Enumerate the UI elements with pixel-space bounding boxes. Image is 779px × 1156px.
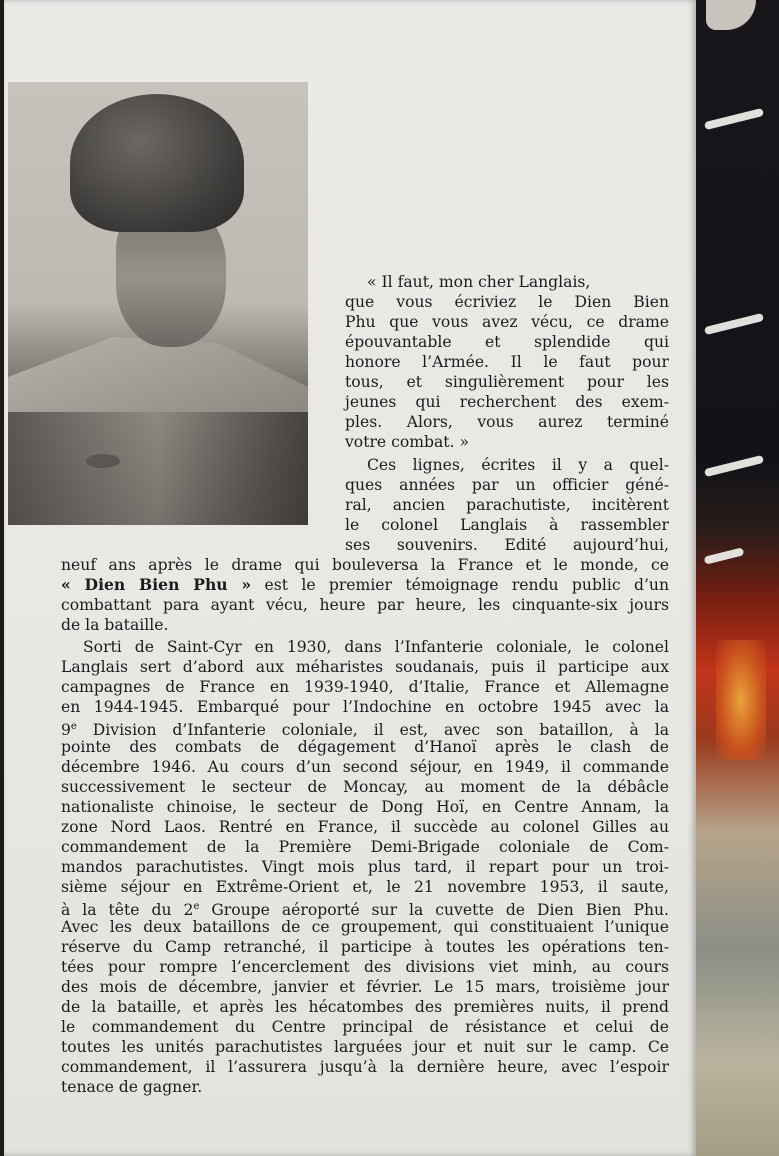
quote-line: épouvantable et splendide qui <box>345 333 669 351</box>
bio-line: réserve du Camp retranché, il participe à toutes les opérations ten- <box>61 938 669 956</box>
ordinal-suffix: e <box>193 901 200 912</box>
intro-line: ques années par un officier géné- <box>345 476 669 494</box>
quote-line: jeunes qui recherchent des exem- <box>345 393 669 411</box>
bio-text: Division d’Infanterie coloniale, il est, avec son bataillon, à la <box>76 721 669 740</box>
bio-line: toutes les unités parachutistes larguées jour et nuit sur le camp. Ce <box>61 1038 669 1056</box>
intro-line <box>61 575 669 596</box>
bio-text: 9 <box>61 721 71 740</box>
bio-line: décembre 1946. Au cours d’un second séjour, en 1949, il commande <box>61 758 669 776</box>
bio-line: tenace de gagner. <box>61 1078 203 1096</box>
bio-line: des mois de décembre, janvier et février. Le 15 mars, troisième jour <box>61 978 669 996</box>
spine-flame <box>716 640 766 760</box>
bio-line: le commandement du Centre principal de résistance et celui de <box>61 1018 669 1036</box>
quote-line: honore l’Armée. Il le faut pour <box>345 353 669 371</box>
quote-line: tous, et singulièrement pour les <box>345 373 669 391</box>
photo-shadow <box>8 412 308 525</box>
bio-line: tées pour rompre l’encerclement des divisions viet minh, au cours <box>61 958 669 976</box>
bio-text: Groupe aéroporté sur la cuvette de Dien Bien Phu. <box>199 901 669 920</box>
spine-mark <box>704 547 745 564</box>
intro-line: Ces lignes, écrites il y a quel- <box>367 456 669 474</box>
bio-line: sième séjour en Extrême-Orient et, le 21 novembre 1953, il saute, <box>61 878 669 896</box>
quote-line: ples. Alors, vous aurez terminé <box>345 413 669 431</box>
bio-line: successivement le secteur de Moncay, au moment de la débâcle <box>61 778 669 796</box>
photo-badge <box>86 454 120 468</box>
bio-line: de la bataille, et après les hécatombes des premières nuits, il prend <box>61 998 669 1016</box>
quote-line: Phu que vous avez vécu, ce drame <box>345 313 669 331</box>
intro-line: de la bataille. <box>61 616 169 634</box>
bio-line: zone Nord Laos. Rentré en France, il succède au colonel Gilles au <box>61 818 669 836</box>
intro-line: le colonel Langlais à rassembler <box>345 516 669 534</box>
spine-mark <box>704 313 764 335</box>
bio-line: Langlais sert d’abord aux méharistes soudanais, puis il participe aux <box>61 658 669 676</box>
bio-line: Avec les deux bataillons de ce groupement, qui constituaient l’unique <box>61 918 669 936</box>
bio-line: mandos parachutistes. Vingt mois plus tard, il repart pour un troi- <box>61 858 669 876</box>
quote-line: que vous écriviez le Dien Bien <box>345 293 669 311</box>
quote-line: votre combat. » <box>345 433 470 451</box>
bio-line: Sorti de Saint-Cyr en 1930, dans l’Infanterie coloniale, le colonel <box>83 638 669 656</box>
intro-text: est le premier témoignage rendu public d’un <box>251 576 669 594</box>
cover-spine-illustration <box>696 0 779 1156</box>
bio-line: campagnes de France en 1939-1940, d’Italie, France et Allemagne <box>61 678 669 696</box>
intro-line: ral, ancien parachutiste, incitèrent <box>345 496 669 514</box>
photo-helmet <box>70 94 244 232</box>
torn-corner <box>706 0 756 30</box>
intro-line: combattant para ayant vécu, heure par heure, les cinquante-six jours <box>61 596 669 614</box>
bio-line: nationaliste chinoise, le secteur de Dong Hoï, en Centre Annam, la <box>61 798 669 816</box>
author-photo <box>8 82 308 525</box>
quote-line: « Il faut, mon cher Langlais, <box>367 273 591 291</box>
bio-line: commandement, il l’assurera jusqu’à la dernière heure, avec l’espoir <box>61 1058 669 1076</box>
spine-mark <box>704 108 764 130</box>
book-title: « Dien Bien Phu » <box>61 575 252 594</box>
intro-line: neuf ans après le drame qui bouleversa la France et le monde, ce <box>61 556 669 574</box>
bio-line: commandement de la Première Demi-Brigade coloniale de Com- <box>61 838 669 856</box>
ordinal-suffix: e <box>70 721 77 732</box>
bio-line: en 1944-1945. Embarqué pour l’Indochine en octobre 1945 avec la <box>61 698 669 716</box>
bio-line: pointe des combats de dégagement d’Hanoï après le clash de <box>61 738 669 756</box>
intro-line: ses souvenirs. Edité aujourd’hui, <box>345 536 669 554</box>
bio-text: à la tête du 2 <box>61 901 194 920</box>
spine-mark <box>704 455 764 477</box>
